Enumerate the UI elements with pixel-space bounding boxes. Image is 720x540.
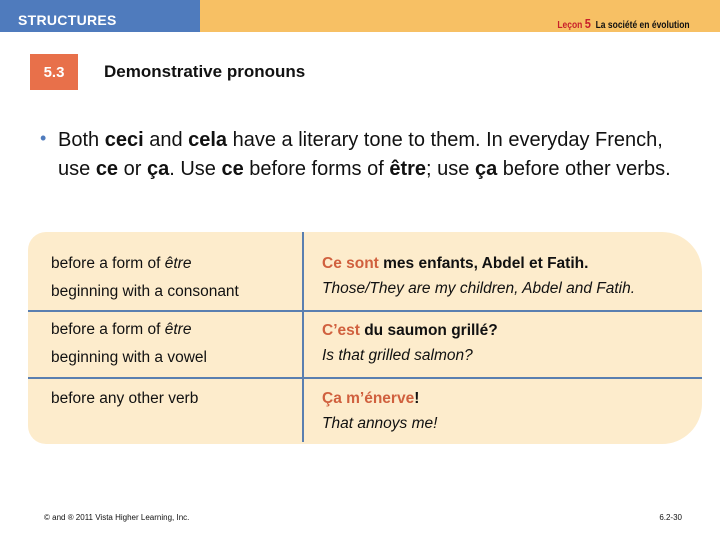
french-example — [322, 318, 498, 343]
rule-cell — [51, 385, 198, 413]
text-segment: before forms of — [243, 158, 390, 180]
french-example — [322, 251, 635, 276]
rule-cell — [51, 250, 239, 306]
text-segment: ce — [221, 158, 244, 180]
english-translation: That annoys me! — [322, 415, 438, 432]
text-segment: . Use — [169, 158, 222, 180]
text-segment: beginning with a vowel — [51, 349, 207, 366]
text-segment: have a literary tone to them. In everyday French, use — [58, 129, 663, 180]
section-number-badge: 5.3 — [30, 54, 78, 90]
lecon-number: 5 — [585, 16, 592, 31]
copyright: © and ® 2011 Vista Higher Learning, Inc. — [44, 513, 190, 522]
text-segment: être — [164, 321, 192, 338]
text-segment: ça — [474, 158, 498, 180]
row-divider — [28, 377, 702, 379]
text-segment: Ça m’énerve — [322, 390, 415, 407]
text-segment: ça — [146, 158, 170, 180]
text-segment: cela — [188, 129, 228, 151]
text-segment: être — [389, 158, 427, 180]
text-segment: or — [118, 158, 147, 180]
french-example — [322, 386, 437, 411]
text-segment: before other verbs. — [497, 158, 671, 180]
example-cell — [322, 318, 498, 368]
bullet-icon: • — [40, 128, 47, 148]
lecon-title: La société en évolution — [595, 20, 690, 31]
text-segment: beginning with a consonant — [51, 283, 239, 300]
text-segment: être — [164, 255, 192, 272]
lecon-word: Leçon — [557, 20, 583, 31]
text-segment: Ce sont — [322, 255, 379, 272]
column-divider — [302, 232, 304, 442]
page-title: Demonstrative pronouns — [104, 62, 306, 81]
text-segment: Both — [58, 129, 105, 151]
text-segment: C’est — [322, 322, 360, 339]
text-segment: ! — [414, 390, 420, 407]
bullet-text — [58, 126, 680, 184]
text-segment: du saumon grillé? — [359, 322, 498, 339]
english-translation: Is that grilled salmon? — [322, 347, 473, 364]
rule-cell — [51, 316, 207, 372]
example-cell — [322, 251, 635, 301]
text-segment: before a form of — [51, 321, 165, 338]
text-segment: ; use — [426, 158, 475, 180]
text-segment: before any other verb — [51, 390, 199, 407]
text-segment: ce — [95, 158, 119, 180]
lesson-label — [558, 16, 690, 31]
brand-title: STRUCTURES — [18, 12, 117, 28]
text-segment: ceci — [104, 129, 144, 151]
bullet-point — [40, 126, 680, 184]
english-translation: Those/They are my children, Abdel and Fatih. — [322, 280, 636, 297]
header-bar-right — [200, 0, 720, 32]
text-segment: before a form of — [51, 255, 165, 272]
page-number: 6.2-30 — [659, 513, 682, 522]
text-segment: and — [143, 129, 189, 151]
row-divider — [28, 310, 702, 312]
text-segment: mes enfants, Abdel et Fatih. — [378, 255, 589, 272]
example-cell — [322, 386, 437, 436]
header-bar-left — [0, 0, 200, 32]
